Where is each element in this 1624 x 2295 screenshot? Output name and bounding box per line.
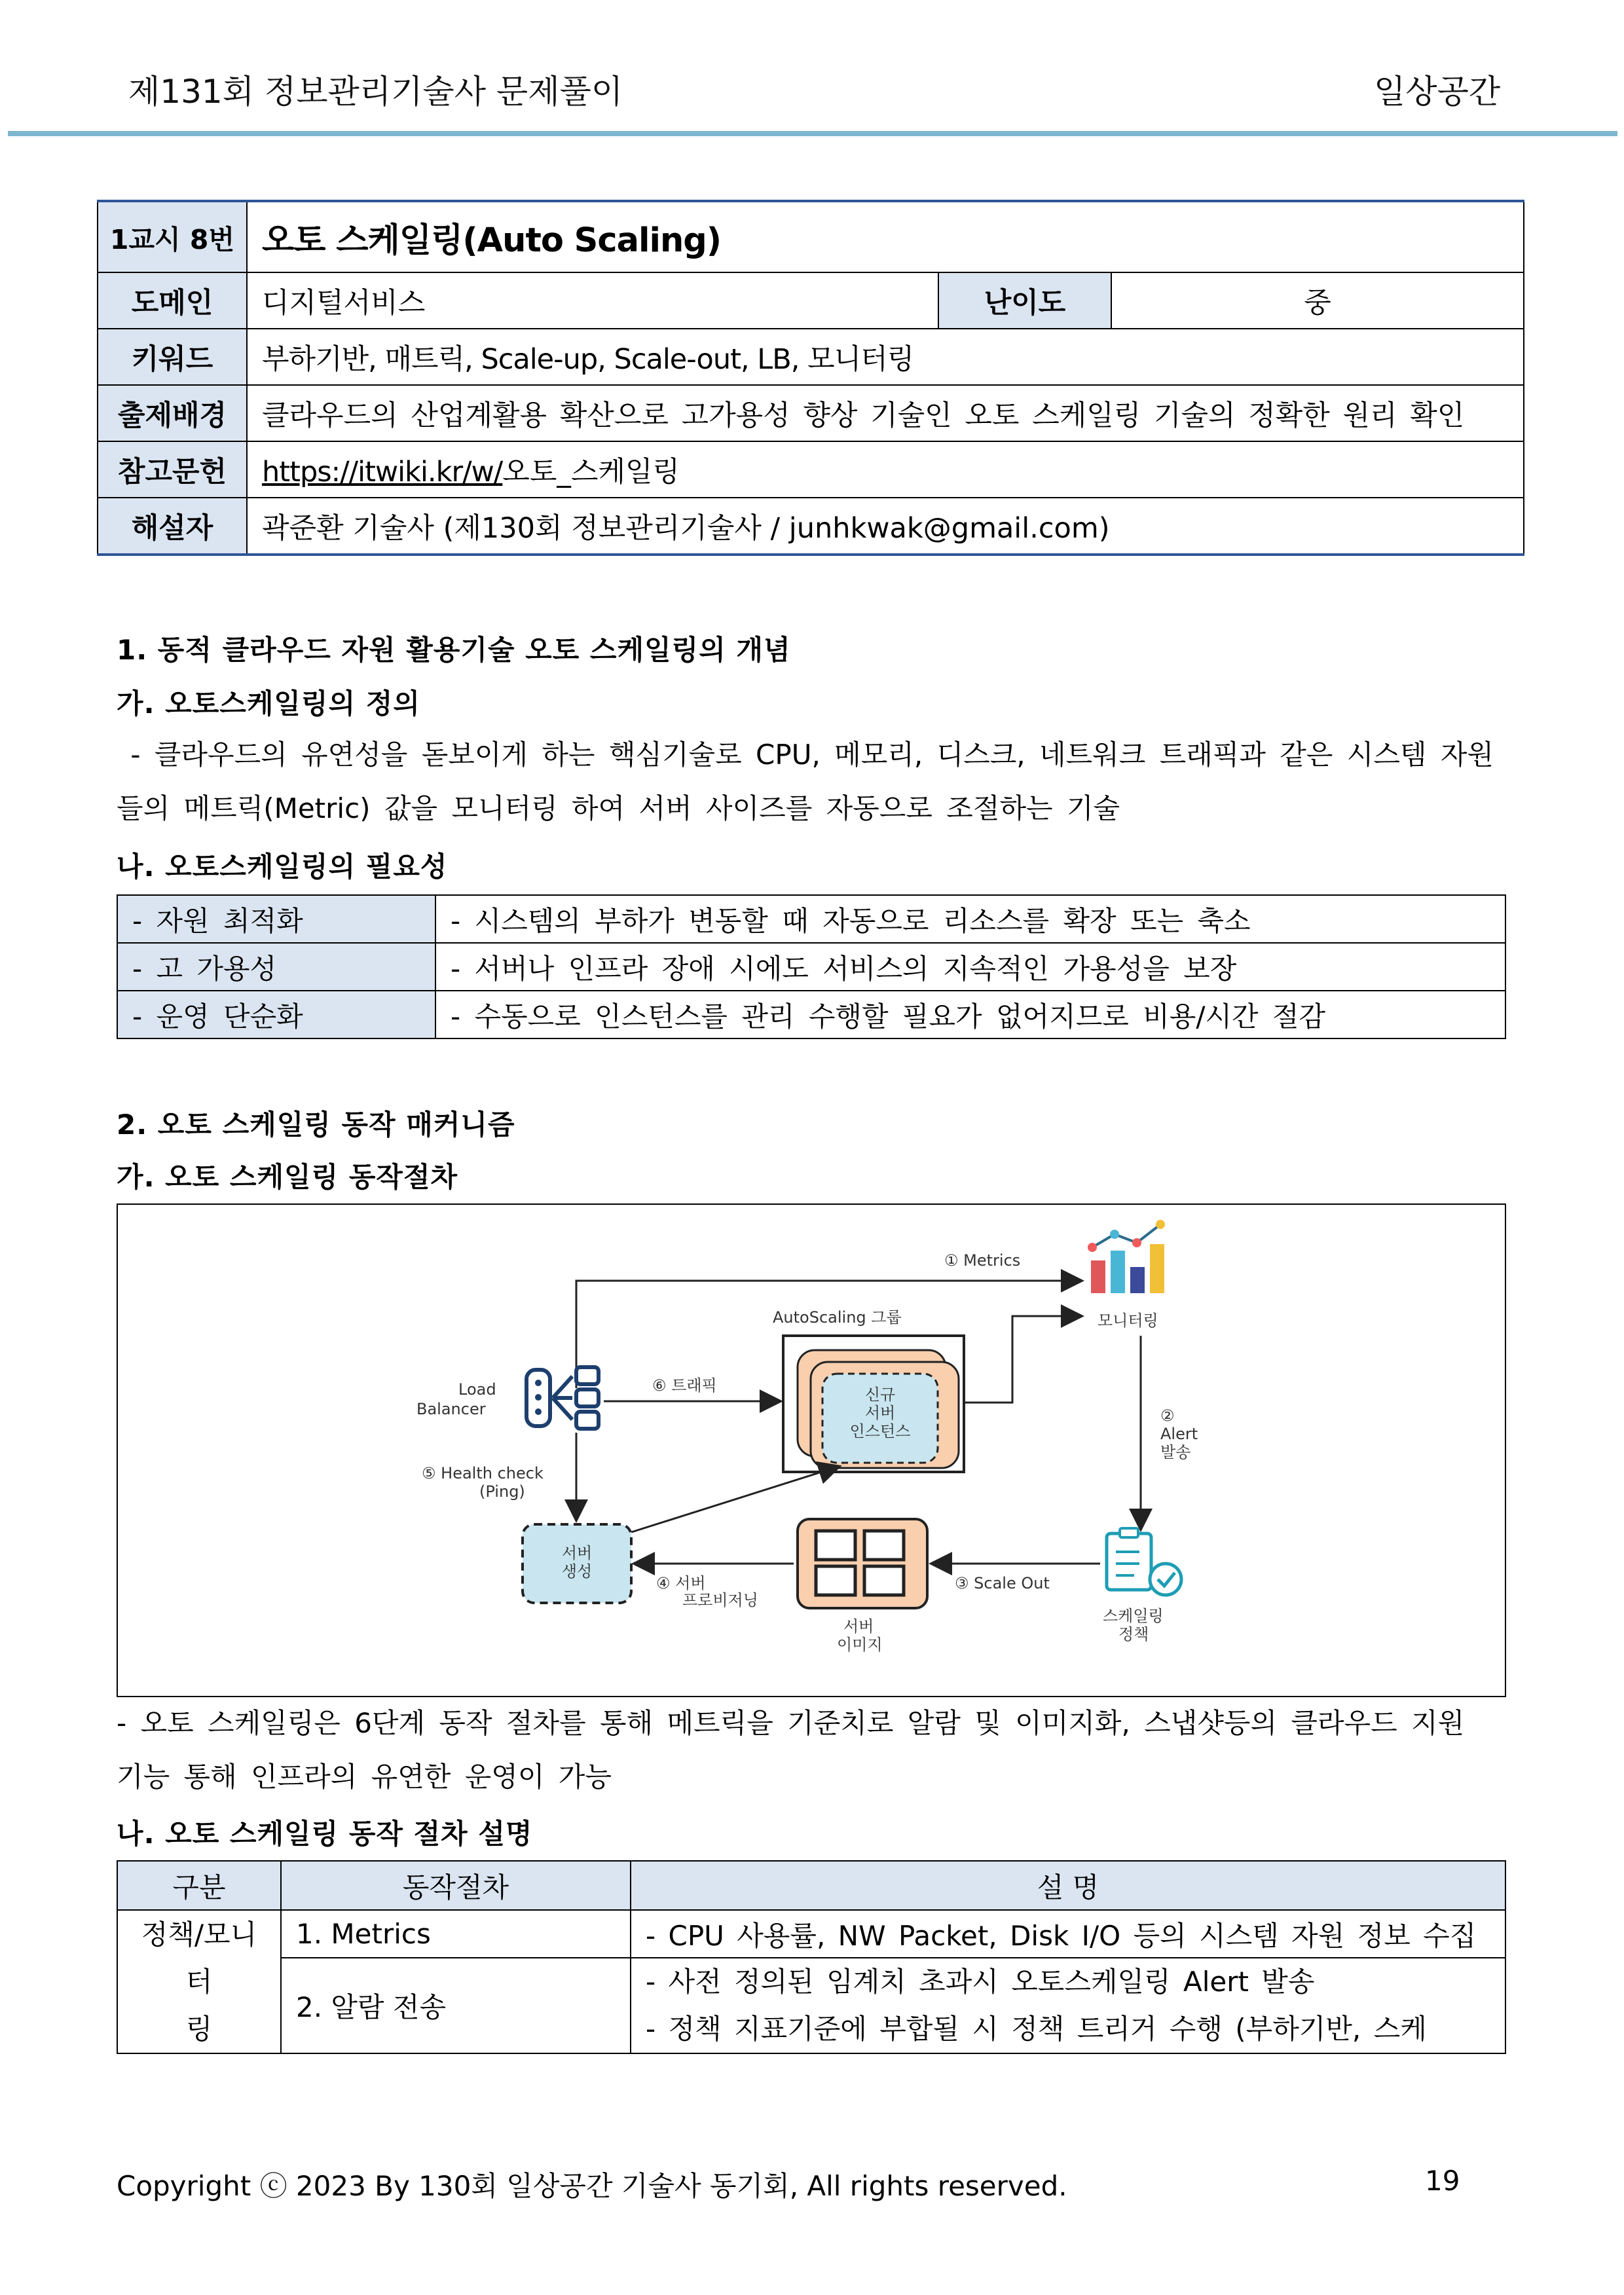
- new-instance-label-1: 신규: [864, 1386, 896, 1404]
- health-check-label-1: ⑤ Health check: [422, 1464, 544, 1482]
- description-cell: - CPU 사용률, NW Packet, Disk I/O 등의 시스템 자원 정보 수집: [631, 1910, 1505, 1958]
- metrics-label: ① Metrics: [944, 1251, 1021, 1270]
- autoscaling-flow-svg: [118, 1205, 1505, 1696]
- new-instance-label-3: 인스턴스: [849, 1422, 911, 1441]
- asg-label: AutoScaling 그룹: [773, 1308, 902, 1327]
- alert-label-2: Alert: [1160, 1425, 1198, 1443]
- mechanism-summary-line2: 기능 통해 인프라의 유연한 운영이 가능: [117, 1761, 612, 1793]
- procedure-table: [117, 1860, 1506, 2054]
- group-label-line2: 링: [185, 2012, 213, 2045]
- section1-sub-a: 가. 오토스케일링의 정의: [117, 688, 420, 720]
- necessity-key: - 운영 단순화: [117, 991, 435, 1038]
- alert-label-3: 발송: [1160, 1443, 1191, 1461]
- alert-label-1: ②: [1160, 1406, 1175, 1425]
- author-label: 해설자: [98, 498, 247, 555]
- necessity-value: - 시스템의 부하가 변동할 때 자동으로 리소스를 확장 또는 축소: [435, 895, 1505, 943]
- section2-heading: 2. 오토 스케일링 동작 매커니즘: [117, 1109, 515, 1141]
- reference-link[interactable]: https://itwiki.kr/w/: [262, 455, 503, 488]
- policy-label-2: 정책: [1118, 1625, 1149, 1643]
- necessity-key: - 고 가용성: [117, 943, 435, 991]
- column-header: 구분: [117, 1861, 281, 1910]
- table-row: [117, 1958, 1505, 2053]
- server-create-label-2: 생성: [561, 1562, 593, 1581]
- difficulty-value: 중: [1111, 272, 1524, 329]
- traffic-label: ⑥ 트래픽: [652, 1376, 717, 1395]
- header-divider: [8, 131, 1617, 136]
- document-header-title: 제131회 정보관리기술사 문제풀이: [128, 73, 623, 111]
- server-create-label-1: 서버: [561, 1544, 593, 1562]
- background-value: 클라우드의 산업계활용 확산으로 고가용성 향상 기술인 오토 스케일링 기술의 정확한 원리 확인: [247, 385, 1524, 441]
- server-image-label-2: 이미지: [837, 1636, 883, 1654]
- author-value: 곽준환 기술사 (제130회 정보관리기술사 / junhkwak@gmail.com): [247, 498, 1524, 555]
- description-cell: [631, 1958, 1505, 2053]
- definition-line1: - 클라우드의 유연성을 돋보이게 하는 핵심기술로 CPU, 메모리, 디스크, 네트워크 트래픽과 같은 시스템 자원: [117, 739, 1494, 771]
- provisioning-label-2: 프로비저닝: [682, 1591, 758, 1609]
- necessity-key: - 자원 최적화: [117, 895, 435, 943]
- health-check-label-2: (Ping): [479, 1482, 525, 1501]
- autoscaling-diagram: [117, 1203, 1506, 1697]
- document-header-brand: 일상공간: [1374, 73, 1501, 111]
- group-label-line1: 정책/모니터: [141, 1918, 257, 1998]
- load-balancer-label-2: Balancer: [416, 1400, 486, 1418]
- monitoring-label: 모니터링: [1098, 1312, 1158, 1330]
- reference-link-suffix: 오토_스케일링: [502, 455, 680, 488]
- table-row: [117, 1910, 1505, 1958]
- mechanism-summary-line1: - 오토 스케일링은 6단계 동작 절차를 통해 메트릭을 기준치로 알람 및 이미지화, 스냅샷등의 클라우드 지원: [117, 1707, 1465, 1739]
- difficulty-label: 난이도: [938, 272, 1111, 329]
- group-cell: [117, 1910, 281, 2053]
- server-image-label-1: 서버: [843, 1617, 874, 1636]
- policy-label-1: 스케일링: [1103, 1607, 1164, 1625]
- server-image-icon: [798, 1519, 927, 1608]
- definition-line2: 들의 메트릭(Metric) 값을 모니터링 하여 서버 사이즈를 자동으로 조절하는 기술: [117, 792, 1120, 824]
- description-line: - 사전 정의된 임계치 초과시 오토스케일링 Alert 발송: [646, 1966, 1315, 1998]
- scaling-policy-icon: [1107, 1528, 1181, 1595]
- new-instance-label-2: 서버: [864, 1404, 896, 1422]
- page-number: 19: [1425, 2165, 1460, 2197]
- step-cell: 1. Metrics: [281, 1910, 631, 1958]
- table-row: [117, 943, 1505, 991]
- necessity-table: [117, 894, 1506, 1039]
- section1-heading: 1. 동적 클라우드 자원 활용기술 오토 스케일링의 개념: [117, 634, 791, 666]
- table-row: [117, 895, 1505, 943]
- table-header-row: [117, 1861, 1505, 1910]
- footer-copyright: Copyright ⓒ 2023 By 130회 일상공간 기술사 동기회, All rights reserved.: [117, 2170, 1067, 2202]
- domain-value: 디지털서비스: [247, 272, 938, 329]
- domain-label: 도메인: [98, 272, 247, 329]
- table-row: [117, 991, 1505, 1038]
- column-header: 동작절차: [281, 1861, 631, 1910]
- keywords-value: 부하기반, 매트릭, Scale-up, Scale-out, LB, 모니터링: [247, 329, 1524, 385]
- description-line: - 정책 지표기준에 부합될 시 정책 트리거 수행 (부하기반, 스케: [646, 2013, 1427, 2045]
- provisioning-label-1: ④ 서버: [656, 1574, 706, 1592]
- question-info-table: [97, 200, 1524, 556]
- monitoring-chart-icon: [1088, 1220, 1165, 1293]
- necessity-value: - 수동으로 인스턴스를 관리 수행할 필요가 없어지므로 비용/시간 절감: [435, 991, 1505, 1038]
- section2-sub-a: 가. 오토 스케일링 동작절차: [117, 1161, 458, 1193]
- background-label: 출제배경: [98, 385, 247, 441]
- necessity-value: - 서버나 인프라 장애 시에도 서비스의 지속적인 가용성을 보장: [435, 943, 1505, 991]
- reference-value: [247, 441, 1524, 498]
- section1-sub-b: 나. 오토스케일링의 필요성: [117, 851, 448, 883]
- load-balancer-icon: [526, 1367, 599, 1429]
- keywords-label: 키워드: [98, 329, 247, 385]
- section2-sub-b: 나. 오토 스케일링 동작 절차 설명: [117, 1818, 533, 1850]
- scale-out-label: ③ Scale Out: [955, 1574, 1050, 1592]
- step-cell: 2. 알람 전송: [281, 1958, 631, 2053]
- question-title: 오토 스케일링(Auto Scaling): [247, 201, 1524, 272]
- reference-label: 참고문헌: [98, 441, 247, 498]
- load-balancer-label-1: Load: [458, 1380, 496, 1399]
- column-header: 설 명: [631, 1861, 1505, 1910]
- question-number: 1교시 8번: [98, 201, 247, 272]
